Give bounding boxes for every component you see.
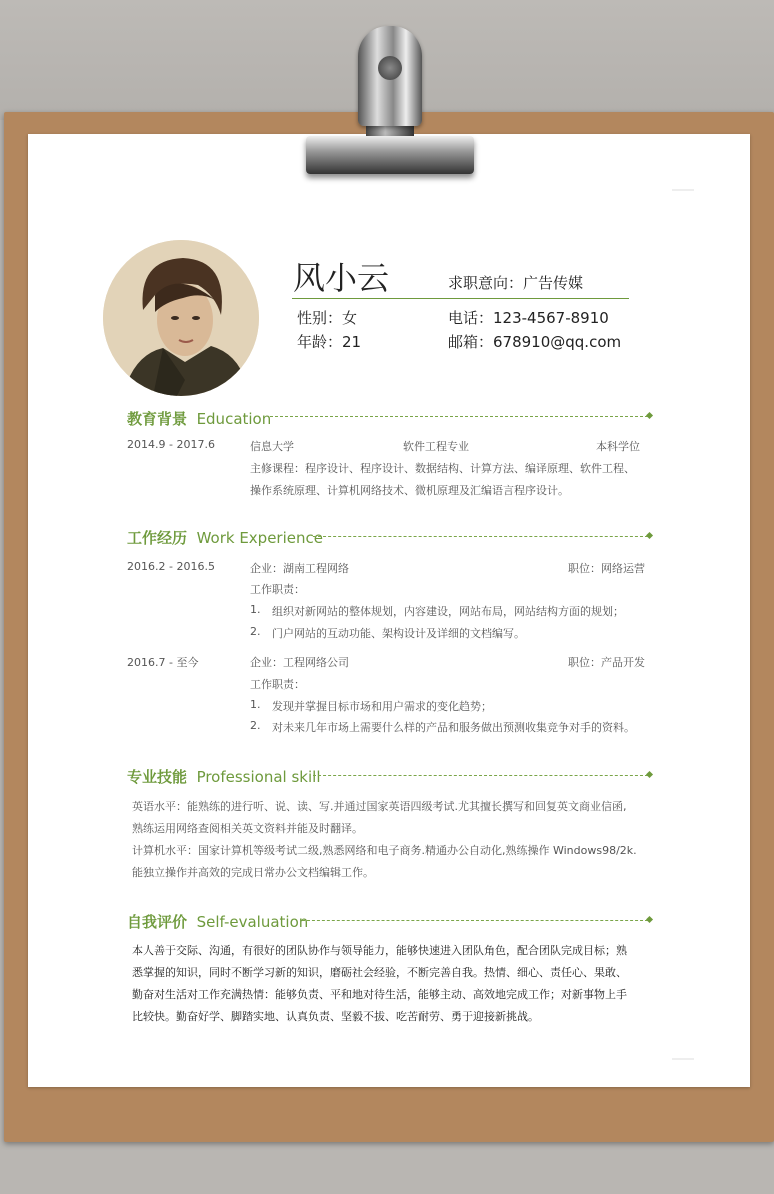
job-company: 企业：工程网络公司 (250, 656, 349, 669)
edu-period: 2014.9 - 2017.6 (127, 438, 215, 451)
edu-major: 软件工程专业 (403, 440, 469, 453)
edu-degree: 本科学位 (596, 440, 640, 453)
skill-english: 英语水平：能熟练的进行听、说、读、写.并通过国家英语四级考试.尤其擅长撰写和回复英文商业信函, (132, 800, 627, 813)
email: 邮箱：678910@qq.com (448, 333, 622, 351)
duty-number: 2. (250, 719, 261, 732)
section-title-self-eval: 自我评价 Self-evaluation (127, 913, 309, 931)
duty-number: 1. (250, 698, 261, 711)
duty-number: 1. (250, 603, 261, 616)
self-eval-line: 勤奋对生活对工作充满热情：能够负责、平和地对待生活，能够主动、高效地完成工作；对新事物上手 (132, 988, 627, 1001)
paper-mark (672, 189, 694, 191)
duty-item: 门户网站的互动功能、架构设计及详细的文档编写。 (272, 627, 525, 640)
self-eval-line: 比较快。勤奋好学、脚踏实地、认真负责、坚毅不拔、吃苦耐劳、勇于迎接新挑战。 (132, 1010, 539, 1023)
phone: 电话：123-4567-8910 (448, 309, 609, 327)
paper-mark (672, 1058, 694, 1060)
job-intent: 求职意向：广告传媒 (448, 274, 584, 292)
self-evaluation-text (132, 940, 652, 1028)
self-eval-line: 本人善于交际、沟通，有很好的团队协作与领导能力，能够快速进入团队角色，配合团队完成目标；熟 (132, 944, 627, 957)
duty-item: 发现并掌握目标市场和用户需求的变化趋势； (272, 700, 492, 713)
edu-courses: 操作系统原理、计算机网络技术、微机原理及汇编语言程序设计。 (250, 484, 569, 497)
skill-computer: 能独立操作并高效的完成日常办公文档编辑工作。 (132, 866, 374, 879)
section-title-education: 教育背景 Education (127, 410, 272, 428)
job-company: 企业：湖南工程网络 (250, 562, 349, 575)
duty-item: 对未来几年市场上需要什么样的产品和服务做出预测收集竞争对手的资料。 (272, 721, 635, 734)
duty-item: 组织对新网站的整体规划，内容建设，网站布局，网站结构方面的规划； (272, 605, 624, 618)
section-divider (270, 416, 648, 417)
skill-computer: 计算机水平：国家计算机等级考试二级,熟悉网络和电子商务.精通办公自动化,熟练操作 Windows98/2k. (132, 844, 637, 857)
binder-clip (306, 136, 474, 174)
gender: 性别：女 (297, 309, 358, 327)
job-position: 职位：网络运营 (568, 562, 645, 575)
header-divider (292, 298, 629, 299)
job-period: 2016.7 - 至今 (127, 656, 199, 669)
self-eval-line: 悉掌握的知识，同时不断学习新的知识，磨砺社会经验，不断完善自我。热情、细心、责任心、果敢、 (132, 966, 627, 979)
job-position: 职位：产品开发 (568, 656, 645, 669)
skill-english: 熟练运用网络查阅相关英文资料并能及时翻译。 (132, 822, 363, 835)
edu-school: 信息大学 (250, 440, 294, 453)
section-title-skills: 专业技能 Professional skill (127, 768, 321, 786)
section-divider (313, 536, 648, 537)
duty-label: 工作职责： (250, 583, 305, 596)
section-title-work: 工作经历 Work Experience (127, 529, 323, 547)
avatar (103, 240, 259, 396)
duty-label: 工作职责： (250, 678, 305, 691)
applicant-name: 风小云 (293, 259, 390, 297)
age: 年龄：21 (297, 333, 362, 351)
edu-courses: 主修课程：程序设计、程序设计、数据结构、计算方法、编译原理、软件工程、 (250, 462, 635, 475)
duty-number: 2. (250, 625, 261, 638)
section-divider (302, 920, 648, 921)
section-divider (313, 775, 648, 776)
job-period: 2016.2 - 2016.5 (127, 560, 215, 573)
clip-hole (378, 56, 402, 80)
